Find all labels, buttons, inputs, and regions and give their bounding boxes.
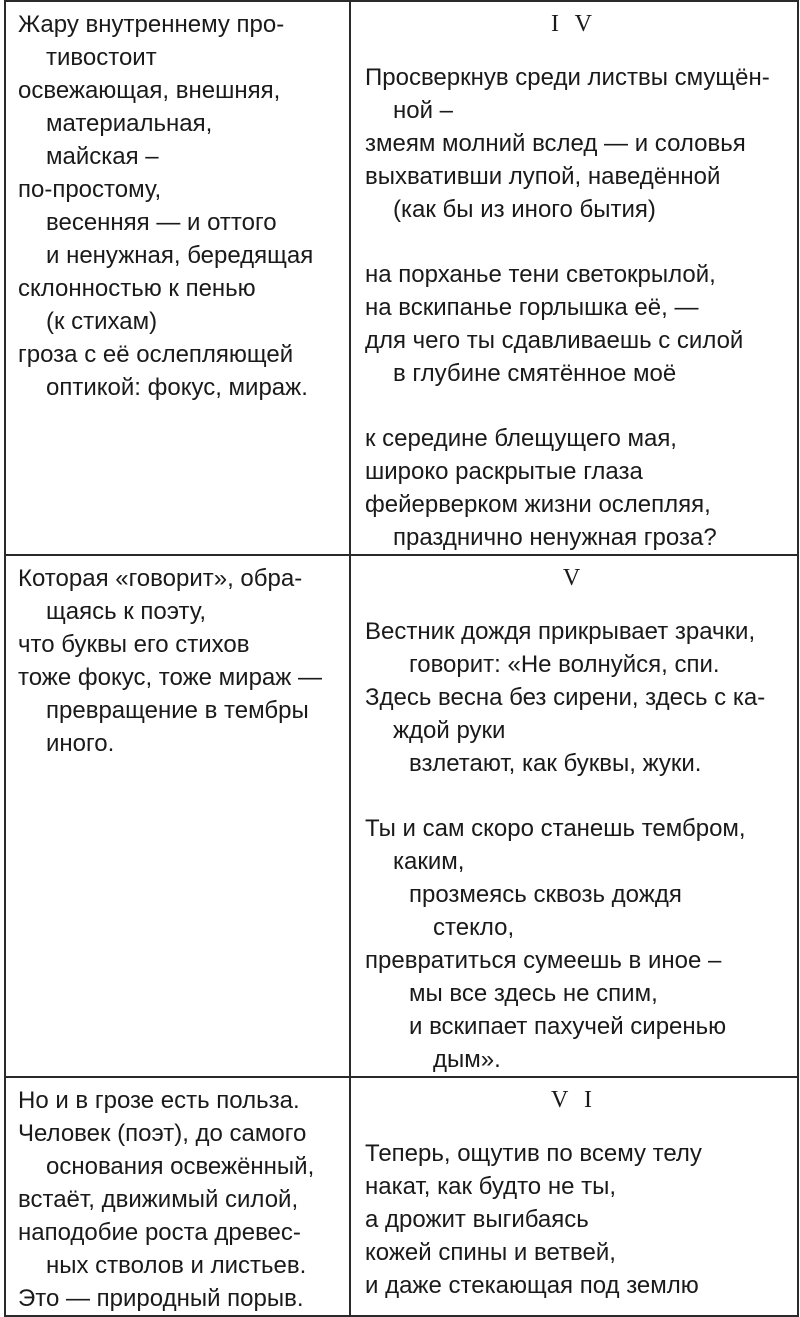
poem-line: говорит: «Не волнуйся, спи. <box>409 651 720 678</box>
commentary-line: основания освежённый, <box>46 1153 315 1180</box>
poem-line: ной – <box>393 97 454 124</box>
commentary-line: Которая «говорит», обра- <box>18 565 303 592</box>
heading-spacer <box>365 1117 797 1137</box>
poem-cell-5 <box>350 555 798 1077</box>
poem-line: Здесь весна без сирени, здесь с ка- <box>365 684 766 711</box>
section-heading: I V <box>551 11 597 37</box>
poem-line: празднично ненужная гроза? <box>393 524 717 551</box>
poem-line: Просверкнув среди листвы смущён- <box>365 64 770 91</box>
poem-line: для чего ты сдавливаешь с силой <box>365 327 744 354</box>
poem-line: змеям молний вслед — и соловья <box>365 130 746 157</box>
poem-line: Теперь, ощутив по всему телу <box>365 1140 702 1167</box>
commentary-line: Жару внутреннему про- <box>18 11 285 38</box>
poem-line: дым». <box>433 1046 501 1073</box>
poem-line: Ты и сам скоро станешь тембром, <box>365 815 746 842</box>
poem-line: и вскипает пахучей сиренью <box>409 1013 727 1040</box>
commentary-cell-5 <box>5 555 350 1077</box>
commentary-line: гроза с её ослепляющей <box>18 341 294 368</box>
section-row-4 <box>5 1 798 555</box>
poem-line: (как бы из иного бытия) <box>393 196 656 223</box>
commentary-line: встаёт, движимый силой, <box>18 1186 299 1213</box>
poem-line: выхвативши лупой, наведённой <box>365 163 721 190</box>
commentary-line: оптикой: фокус, мираж. <box>46 374 308 401</box>
heading-spacer <box>365 41 797 61</box>
poem-line: к середине блещущего мая, <box>365 425 677 452</box>
commentary-line: весенняя — и оттого <box>46 209 277 236</box>
stanza-break <box>365 780 797 812</box>
poem-line: и даже стекающая под землю <box>365 1272 699 1299</box>
section-row-6 <box>5 1077 798 1316</box>
commentary-line: что буквы его стихов <box>18 631 250 658</box>
commentary-line: Человек (поэт), до самого <box>18 1120 307 1147</box>
poem-cell-6 <box>350 1077 798 1316</box>
verse-table <box>4 0 799 1317</box>
poem-line: фейерверком жизни ослепляя, <box>365 491 711 518</box>
commentary-line: щаясь к поэту, <box>46 598 207 625</box>
heading-spacer <box>365 595 797 615</box>
poem-line: а дрожит выгибаясь <box>365 1206 589 1233</box>
commentary-line: тивостоит <box>46 44 157 71</box>
stanza-break <box>365 390 797 422</box>
section-row-5 <box>5 555 798 1077</box>
section-heading: V I <box>551 1087 597 1113</box>
commentary-line: ных стволов и листьев. <box>46 1252 307 1279</box>
commentary-line: и ненужная, бередящая <box>46 242 314 269</box>
commentary-line: Это — природный порыв. <box>18 1285 304 1312</box>
poem-cell-4 <box>350 1 798 555</box>
poem-line: превратиться сумеешь в иное – <box>365 947 722 974</box>
poem-line: ждой руки <box>393 717 506 744</box>
commentary-line: склонностью к пенью <box>18 275 256 302</box>
commentary-cell-6 <box>5 1077 350 1316</box>
poem-line: Вестник дождя прикрывает зрачки, <box>365 618 756 645</box>
commentary-line: иного. <box>46 730 115 757</box>
stanza-break <box>365 226 797 258</box>
poem-line: стекло, <box>433 914 515 941</box>
poem-line: на вскипанье горлышка её, — <box>365 294 699 321</box>
commentary-line: тоже фокус, тоже мираж — <box>18 664 322 691</box>
commentary-line: Но и в грозе есть польза. <box>18 1087 300 1114</box>
section-heading: V <box>562 565 586 591</box>
poem-line: прозмеясь сквозь дождя <box>409 881 682 908</box>
poem-line: взлетают, как буквы, жуки. <box>409 750 702 777</box>
commentary-line: по-простому, <box>18 176 162 203</box>
commentary-line: превращение в тембры <box>46 697 309 724</box>
commentary-cell-4 <box>5 1 350 555</box>
commentary-line: (к стихам) <box>46 308 158 335</box>
commentary-line: освежающая, внешняя, <box>18 77 281 104</box>
poem-line: кожей спины и ветвей, <box>365 1239 616 1266</box>
poem-line: накат, как будто не ты, <box>365 1173 617 1200</box>
poem-line: мы все здесь не спим, <box>409 980 658 1007</box>
poem-line: в глубине смятённое моё <box>393 360 677 387</box>
commentary-line: майская – <box>46 143 159 170</box>
commentary-line: наподобие роста древес- <box>18 1219 301 1246</box>
poem-line: широко раскрытые глаза <box>365 458 643 485</box>
commentary-line: материальная, <box>46 110 213 137</box>
poem-line: на порханье тени светокрылой, <box>365 261 716 288</box>
poem-line: каким, <box>393 848 465 875</box>
